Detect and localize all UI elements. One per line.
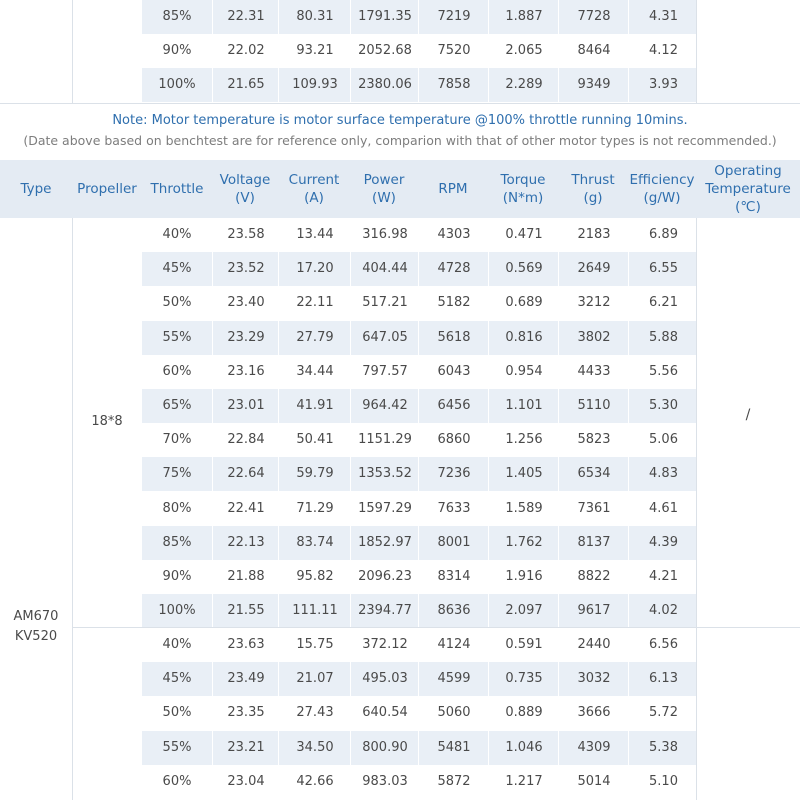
cell-thrust: 2440	[558, 628, 629, 662]
header-current-line: Current	[288, 172, 340, 188]
header-torque-line: Torque	[500, 172, 546, 188]
cell-voltage: 23.16	[212, 355, 279, 389]
cell-voltage: 23.35	[212, 696, 279, 730]
cell-rpm: 8314	[418, 560, 489, 594]
cell-thrust: 8464	[558, 34, 629, 68]
table-row	[142, 252, 697, 286]
cell-voltage: 22.02	[212, 34, 279, 68]
table-row	[142, 662, 697, 696]
cell-rpm: 8001	[418, 526, 489, 560]
table-row	[142, 696, 697, 730]
cell-voltage: 22.84	[212, 423, 279, 457]
cell-current: 21.07	[278, 662, 351, 696]
cell-throttle: 60%	[162, 773, 192, 789]
cell-rpm: 7236	[418, 457, 489, 491]
cell-thrust: 8822	[558, 560, 629, 594]
table-row	[142, 355, 697, 389]
cell-thrust: 7728	[558, 0, 629, 34]
cell-rpm: 7633	[418, 492, 489, 526]
cell-thrust: 4433	[558, 355, 629, 389]
cell-throttle: 50%	[162, 295, 192, 311]
cell-rpm: 7858	[418, 68, 489, 102]
cell-efficiency: 4.39	[628, 526, 698, 560]
cell-voltage: 23.58	[212, 218, 279, 252]
cell-rpm: 6456	[418, 389, 489, 423]
cell-power: 1597.29	[350, 492, 419, 526]
cell-current: 41.91	[278, 389, 351, 423]
cell-throttle: 80%	[162, 500, 192, 516]
cell-torque: 1.916	[488, 560, 559, 594]
cell-current: 15.75	[278, 628, 351, 662]
cell-throttle: 100%	[158, 77, 196, 93]
cell-throttle: 90%	[162, 43, 192, 59]
propeller-cell: 18*8	[91, 414, 123, 429]
cell-power: 1151.29	[350, 423, 419, 457]
header-temp-line: Operating	[714, 163, 782, 179]
top-divider-right	[696, 0, 697, 103]
table-row	[142, 0, 697, 34]
cell-current: 22.11	[278, 286, 351, 320]
table-row	[142, 457, 697, 491]
header-type-line: Type	[20, 181, 52, 197]
cell-thrust: 3032	[558, 662, 629, 696]
cell-power: 1791.35	[350, 0, 419, 34]
table-row	[142, 389, 697, 423]
table-row	[142, 218, 697, 252]
cell-power: 2380.06	[350, 68, 419, 102]
cell-throttle: 60%	[162, 363, 192, 379]
cell-torque: 1.762	[488, 526, 559, 560]
cell-voltage: 22.31	[212, 0, 279, 34]
cell-current: 17.20	[278, 252, 351, 286]
cell-efficiency: 6.89	[628, 218, 698, 252]
cell-efficiency: 3.93	[628, 68, 698, 102]
cell-power: 517.21	[350, 286, 419, 320]
cell-torque: 0.889	[488, 696, 559, 730]
cell-throttle: 85%	[162, 534, 192, 550]
cell-current: 59.79	[278, 457, 351, 491]
table-row	[142, 286, 697, 320]
cell-efficiency: 6.13	[628, 662, 698, 696]
cell-throttle: 90%	[162, 569, 192, 584]
cell-rpm: 5060	[418, 696, 489, 730]
cell-torque: 1.101	[488, 389, 559, 423]
cell-thrust: 3802	[558, 321, 629, 355]
cell-efficiency: 4.02	[628, 594, 698, 628]
cell-current: 13.44	[278, 218, 351, 252]
cell-rpm: 4303	[418, 218, 489, 252]
cell-voltage: 22.41	[212, 492, 279, 526]
cell-rpm: 5481	[418, 731, 489, 765]
cell-rpm: 4124	[418, 628, 489, 662]
cell-efficiency: 5.72	[628, 696, 698, 730]
header-temp-line: Temperature	[705, 181, 791, 197]
body-divider-type	[72, 218, 73, 800]
cell-rpm: 7520	[418, 34, 489, 68]
cell-torque: 1.046	[488, 731, 559, 765]
header-torque	[488, 160, 558, 218]
header-voltage-line: (V)	[235, 190, 255, 206]
header-thrust	[558, 160, 628, 218]
header-propeller-line: Propeller	[77, 181, 137, 197]
cell-power: 316.98	[350, 218, 419, 252]
cell-thrust: 4309	[558, 731, 629, 765]
cell-torque: 0.689	[488, 286, 559, 320]
cell-voltage: 23.49	[212, 662, 279, 696]
cell-power: 2394.77	[350, 594, 419, 628]
cell-rpm: 7219	[418, 0, 489, 34]
cell-thrust: 2649	[558, 252, 629, 286]
cell-throttle: 45%	[162, 261, 192, 277]
cell-torque: 1.405	[488, 457, 559, 491]
cell-power: 640.54	[350, 696, 419, 730]
cell-thrust: 9349	[558, 68, 629, 102]
table-row	[142, 731, 697, 765]
cell-current: 27.79	[278, 321, 351, 355]
cell-efficiency: 5.56	[628, 355, 698, 389]
cell-current: 80.31	[278, 0, 351, 34]
cell-current: 34.50	[278, 731, 351, 765]
cell-rpm: 6860	[418, 423, 489, 457]
cell-voltage: 23.29	[212, 321, 279, 355]
cell-efficiency: 5.88	[628, 321, 698, 355]
cell-thrust: 6534	[558, 457, 629, 491]
header-throttle	[142, 160, 212, 218]
cell-power: 983.03	[350, 765, 419, 799]
cell-throttle: 45%	[162, 671, 192, 687]
cell-power: 1852.97	[350, 526, 419, 560]
cell-torque: 0.591	[488, 628, 559, 662]
header-voltage	[212, 160, 278, 218]
cell-current: 93.21	[278, 34, 351, 68]
cell-torque: 2.289	[488, 68, 559, 102]
cell-thrust: 3666	[558, 696, 629, 730]
cell-voltage: 23.40	[212, 286, 279, 320]
cell-torque: 1.217	[488, 765, 559, 799]
cell-current: 50.41	[278, 423, 351, 457]
cell-torque: 1.256	[488, 423, 559, 457]
cell-rpm: 8636	[418, 594, 489, 628]
type-kv: KV520	[14, 629, 58, 644]
cell-efficiency: 5.06	[628, 423, 698, 457]
motor-temperature-note: Note: Motor temperature is motor surface temperature @100% throttle running 10mins.	[112, 113, 688, 128]
cell-throttle: 50%	[162, 705, 192, 721]
cell-current: 34.44	[278, 355, 351, 389]
cell-voltage: 23.04	[212, 765, 279, 799]
type-cell	[0, 607, 72, 647]
cell-rpm: 5872	[418, 765, 489, 799]
table-row	[142, 321, 697, 355]
cell-thrust: 2183	[558, 218, 629, 252]
temperature-cell: /	[745, 407, 751, 423]
cell-throttle: 40%	[162, 227, 192, 242]
cell-rpm: 5618	[418, 321, 489, 355]
cell-thrust: 5014	[558, 765, 629, 799]
cell-voltage: 22.13	[212, 526, 279, 560]
cell-thrust: 7361	[558, 492, 629, 526]
cell-rpm: 5182	[418, 286, 489, 320]
header-power	[350, 160, 418, 218]
cell-voltage: 21.88	[212, 560, 279, 594]
cell-efficiency: 4.83	[628, 457, 698, 491]
cell-efficiency: 5.30	[628, 389, 698, 423]
cell-torque: 0.569	[488, 252, 559, 286]
table-row	[142, 628, 697, 662]
propeller-group-separator	[72, 627, 800, 628]
cell-throttle: 55%	[162, 329, 192, 345]
cell-thrust: 3212	[558, 286, 629, 320]
table-row	[142, 560, 697, 594]
cell-efficiency: 4.21	[628, 560, 698, 594]
cell-rpm: 4728	[418, 252, 489, 286]
cell-voltage: 23.21	[212, 731, 279, 765]
table-row	[142, 526, 697, 560]
cell-voltage: 23.63	[212, 628, 279, 662]
type-model: AM670	[13, 609, 59, 624]
cell-torque: 0.954	[488, 355, 559, 389]
cell-power: 404.44	[350, 252, 419, 286]
cell-throttle: 55%	[162, 739, 192, 755]
cell-torque: 0.471	[488, 218, 559, 252]
cell-power: 2096.23	[350, 560, 419, 594]
header-voltage-line: Voltage	[219, 172, 271, 188]
header-temp-line: (℃)	[735, 199, 761, 215]
table-row	[142, 594, 697, 628]
cell-torque: 1.589	[488, 492, 559, 526]
cell-throttle: 70%	[162, 432, 192, 448]
cell-power: 495.03	[350, 662, 419, 696]
cell-torque: 2.097	[488, 594, 559, 628]
cell-power: 964.42	[350, 389, 419, 423]
table-row	[142, 68, 697, 102]
cell-efficiency: 4.31	[628, 0, 698, 34]
cell-rpm: 4599	[418, 662, 489, 696]
cell-thrust: 8137	[558, 526, 629, 560]
header-current	[278, 160, 350, 218]
cell-voltage: 21.55	[212, 594, 279, 628]
body-divider-temperature	[696, 218, 697, 800]
cell-throttle: 100%	[158, 603, 196, 619]
cell-efficiency: 5.10	[628, 765, 698, 799]
header-thrust-line: (g)	[583, 190, 603, 206]
cell-current: 83.74	[278, 526, 351, 560]
header-rpm-line: RPM	[438, 181, 468, 197]
header-thrust-line: Thrust	[571, 172, 615, 188]
top-table-bottom-border	[0, 103, 800, 104]
cell-voltage: 21.65	[212, 68, 279, 102]
cell-power: 797.57	[350, 355, 419, 389]
cell-power: 1353.52	[350, 457, 419, 491]
cell-torque: 0.735	[488, 662, 559, 696]
cell-current: 111.11	[278, 594, 351, 628]
cell-current: 109.93	[278, 68, 351, 102]
cell-torque: 1.887	[488, 0, 559, 34]
header-type	[0, 160, 72, 218]
cell-throttle: 85%	[162, 9, 192, 24]
cell-current: 71.29	[278, 492, 351, 526]
cell-efficiency: 6.21	[628, 286, 698, 320]
cell-thrust: 9617	[558, 594, 629, 628]
header-throttle-line: Throttle	[150, 181, 204, 197]
table-header	[0, 160, 800, 218]
cell-thrust: 5110	[558, 389, 629, 423]
cell-power: 800.90	[350, 731, 419, 765]
cell-efficiency: 4.12	[628, 34, 698, 68]
table-row	[142, 34, 697, 68]
cell-throttle: 65%	[162, 398, 192, 413]
cell-current: 95.82	[278, 560, 351, 594]
cell-power: 372.12	[350, 628, 419, 662]
cell-efficiency: 5.38	[628, 731, 698, 765]
cell-current: 42.66	[278, 765, 351, 799]
table-row	[142, 492, 697, 526]
cell-torque: 2.065	[488, 34, 559, 68]
cell-voltage: 23.52	[212, 252, 279, 286]
header-propeller	[72, 160, 142, 218]
cell-power: 2052.68	[350, 34, 419, 68]
cell-torque: 0.816	[488, 321, 559, 355]
cell-voltage: 22.64	[212, 457, 279, 491]
header-torque-line: (N*m)	[502, 190, 544, 206]
header-operating-temperature	[696, 160, 800, 218]
cell-voltage: 23.01	[212, 389, 279, 423]
header-efficiency-line: (g/W)	[643, 190, 681, 206]
cell-efficiency: 6.56	[628, 628, 698, 662]
header-efficiency-line: Efficiency	[629, 172, 695, 188]
header-power-line: (W)	[372, 190, 396, 206]
cell-efficiency: 6.55	[628, 252, 698, 286]
top-divider-left	[72, 0, 73, 103]
table-row	[142, 765, 697, 799]
cell-throttle: 75%	[162, 466, 192, 482]
cell-rpm: 6043	[418, 355, 489, 389]
header-current-line: (A)	[304, 190, 324, 206]
header-power-line: Power	[363, 172, 405, 188]
cell-efficiency: 4.61	[628, 492, 698, 526]
cell-power: 647.05	[350, 321, 419, 355]
header-efficiency	[628, 160, 696, 218]
table-row	[142, 423, 697, 457]
cell-thrust: 5823	[558, 423, 629, 457]
cell-throttle: 40%	[162, 637, 192, 652]
cell-current: 27.43	[278, 696, 351, 730]
benchtest-disclaimer: (Date above based on benchtest are for reference only, comparion with that of other motor types is not recommended.)	[23, 133, 777, 148]
header-rpm	[418, 160, 488, 218]
